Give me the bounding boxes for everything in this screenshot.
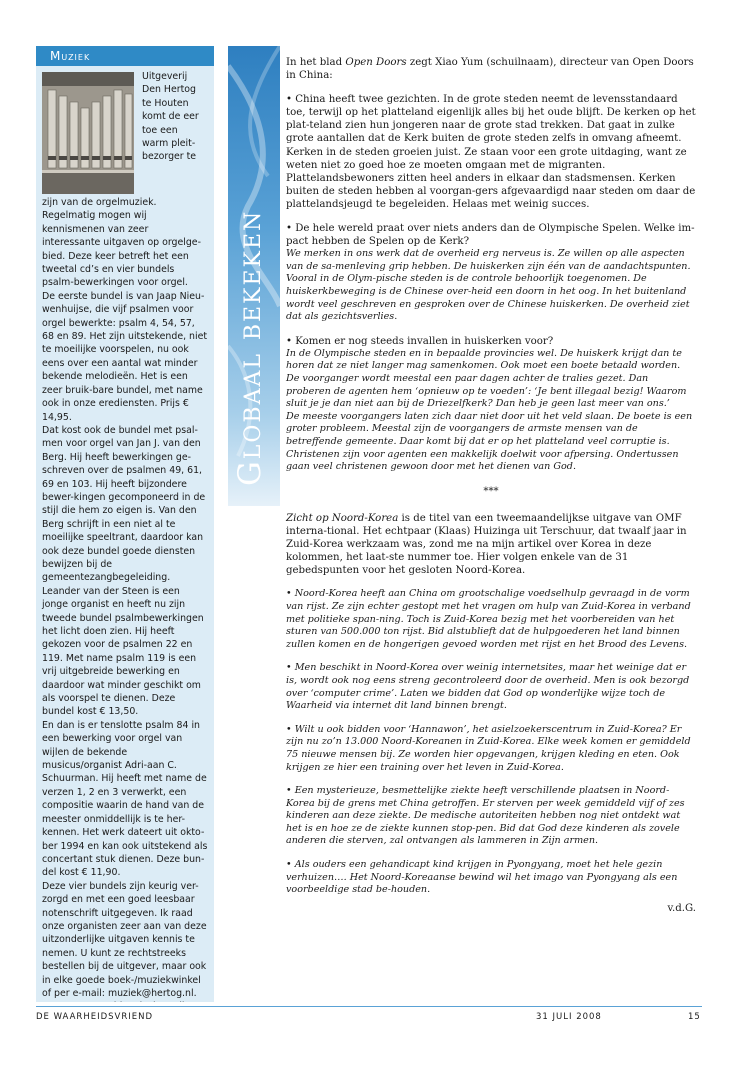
globaal-bekeken-section bbox=[228, 46, 702, 1002]
footer-page-number: 15 bbox=[688, 1012, 701, 1022]
north-korea-intro-text: is de titel van een tweemaandelijkse uitgave van OMF interna-tional. Het echtpaar (Klaas) Huizinga uit Terschuur, dat twaalf jaar in Zuid-Korea werkzaam was, zond me na mijn artikel over Korea in deze kolommen, het laat-ste nummer toe. Hier volgen enkele van de 31 gebedspunten voor het gesloten Noord-Korea. bbox=[286, 512, 687, 577]
prayer-point-1: • Noord-Korea heeft aan China om grootschalige voedselhulp gevraagd in de vorm van rijst. Ze zijn echter gestopt met het vragen om hulp van Zuid-Korea in verband met politieke span-ning. Toch is Zuid-Korea bezig met het voorbereiden van het sturen van 500.000 ton rijst. Bid alstublieft dat de hulpgoederen het land binnen zullen komen en de hongerigen gevoed worden met rijst en het Brood des Levens. bbox=[286, 588, 696, 651]
section-header-muziek: Muziek bbox=[36, 46, 214, 66]
paragraph-china-two-faces: • China heeft twee gezichten. In de grote steden neemt de levensstandaard toe, terwijl op het platteland eigenlijk alles bij het oude blijft. De kerken op het plat-teland zien hun jongeren naar de grote stad trekken. Dat gaat in zulke grote aantallen dat de Kerk buiten de grote steden zelfs in omvang afneemt. Kerken in de steden groeien juist. Ze staan voor een grote uitdaging, want ze weten niet zo goed hoe ze moeten omgaan met de migranten. Plattelandsbewoners zitten heel anders in elkaar dan stadsmensen. Kerken buiten de steden hebben al voorgan-gers afgevaardigd naar steden om daar de plattelandsjeugd te begeleiden. Helaas met weinig succes. bbox=[286, 93, 696, 211]
answer-raids-1: In de Olympische steden en in bepaalde provincies wel. De huiskerk krijgt dan te horen dat ze niet langer mag samenkomen. Ook moet een boete betaald worden. De voorganger wordt meestal een paar dagen achter de tralies gezet. Dan proberen de agenten hem ‘opnieuw op te voeden’: ‘Je bent illegaal bezig! Waarom sluit je je dan niet aan bij de Driezelfkerk? Dan heb je geen last meer van ons.’ bbox=[286, 347, 687, 410]
prayer-point-5: • Als ouders een gehandicapt kind krijgen in Pyongyang, moet het hele gezin verhuizen…. Het Noord-Koreaanse bewind wil het imago van Pyongyang als een voorbeeldige stad be-houden. bbox=[286, 859, 696, 897]
article-signature: v.d.G. bbox=[667, 902, 696, 914]
north-korea-title: Zicht op Noord-Korea bbox=[286, 512, 399, 524]
article-body bbox=[286, 56, 696, 926]
muziek-column bbox=[36, 46, 214, 1002]
section-separator: *** bbox=[483, 485, 499, 497]
prayer-point-4: • Een mysterieuze, besmettelijke ziekte heeft verschillende plaatsen in Noord-Korea bij de grens met China getroffen. Er sterven per week gemiddeld vijf of zes kinderen aan deze ziekte. De medische autoriteiten hebben nog niet ontdekt wat het is en hoe ze de ziekte kunnen stop-pen. Bid dat God deze kinderen als zovele anderen die sterven, zal ontvangen als lammeren in Zijn armen. bbox=[286, 785, 696, 848]
footer-divider bbox=[36, 1006, 702, 1007]
organ-pipes-photo bbox=[42, 72, 134, 194]
prayer-point-2: • Men beschikt in Noord-Korea over weinig internetsites, maar het weinige dat er is, wordt ook nog eens streng gecontroleerd door de overheid. Men is ook bezorgd over ‘computer crime’. Laten we bidden dat God op wonderlijke wijze toch de Waarheid via internet dit land binnen brengt. bbox=[286, 662, 696, 712]
intro-prefix: In het blad bbox=[286, 57, 346, 68]
footer-date: 31 JULI 2008 bbox=[536, 1012, 602, 1022]
intro-suffix: zegt Xiao Yum (schuilnaam), directeur van Open Doors in China: bbox=[286, 57, 694, 82]
question-raids: • Komen er nog steeds invallen in huiskerken voor? bbox=[286, 335, 696, 348]
organ-pipes-illustration bbox=[42, 72, 134, 194]
section-sidebar bbox=[228, 46, 280, 506]
north-korea-intro bbox=[286, 512, 696, 577]
intro-paragraph bbox=[286, 56, 696, 82]
footer-publication: DE WAARHEIDSVRIEND bbox=[36, 1012, 154, 1022]
prayer-point-3: • Wilt u ook bidden voor ‘Hannawon’, het asielzoekerscentrum in Zuid-Korea? Er zijn nu zo’n 13.000 Noord-Koreanen in Zuid-Korea. Elke week komen er gemiddeld 75 nieuwe mensen bij. Ze worden hier opgevangen, krijgen kleding en eten. Ook krijgen ze hier een training over het leven in Zuid-Korea. bbox=[286, 724, 696, 774]
vertical-section-title: Globaal bekeken bbox=[232, 209, 268, 486]
muziek-body-text: zijn van de orgelmuziek. Regelmatig mogen wij kennismenen van zeer interessante uitgaven op orgelge-bied. Deze keer betreft het een tweetal cd’s en vier bundels psalm-bewerkingen voor orgel. De eerste bundel is van Jaap Nieu-wenhuijse, die vijf psalmen voor orgel bewerkte: psalm 4, 54, 57, 68 en 89. Het zijn uitstekende, niet te moeilijke voorspelen, nu ook eens over een aantal wat minder bekende melodieën. Het is een zeer bruik-bare bundel, met name ook in onze erediensten. Prijs € 14,95. Dat kost ook de bundel met psal-men voor orgel van Jan J. van den Berg. Hij heeft bewerkingen ge-schreven over de psalmen 49, 61, 69 en 103. Hij heeft bijzondere bewer-kingen gecomponeerd in de stijl die hem zo eigen is. Van den Berg schrijft in een niet al te moeilijke speeltrant, daardoor kan ook deze bundel goede diensten bewijzen bij de gemeentezangbegeleiding. Leander van der Steen is een jonge organist en heeft nu zijn tweede bundel psalmbewerkingen het licht doen zien. Hij heeft gekozen voor de psalmen 22 en 119. Met name psalm 119 is een vrij uitgebreide bewerking en daardoor wat minder geschikt om als voorspel te dienen. Deze bundel kost € 13,50. En dan is er tenslotte psalm 84 in een bewerking voor orgel van wijlen de bekende musicus/organist Adri-aan C. Schuurman. Hij heeft met name de verzen 1, 2 en 3 verwerkt, een compositie waarin de hand van de meester onmiddellijk is te her-kennen. Het werk dateert uit okto-ber 1994 en kan ook uitstekend als concertant stuk dienen. Deze bun-del kost € 11,90. Deze vier bundels zijn keurig ver-zorgd en met een goed leesbaar notenschrift uitgegeven. Ik raad onze organisten zeer aan van deze uitzonderlijke uitgaven kennis te nemen. U kunt ze rechtstreeks bestellen bij de uitgever, maar ook in elke goede boek-/muziekwinkel of per e-mail: muziek@hertog.nl. bbox=[42, 197, 208, 999]
answer-raids-2: De meeste voorgangers laten zich daar niet door uit het veld slaan. De boete is een groter probleem. Meestal zijn de voorgangers de armste mensen van de betreffende gemeente. Daar komt bij dat er op het platteland veel corruptie is. Christenen zijn voor agenten een makkelijk doelwit voor afpersing. Ondertussen gaan veel christenen gewoon door met het dienen van God. bbox=[286, 410, 693, 473]
muziek-intro-text: Uitgeverij Den Hertog te Houten komt de eer toe een warm pleit- bezorger te bbox=[142, 71, 199, 163]
answer-olympics: We merken in ons werk dat de overheid erg nerveus is. Ze willen op alle aspecten van de sa-menleving grip hebben. De huiskerken zijn één van de aandachtspunten. Vooral in de Olym-pische steden is de controle behoorlijk toegenomen. De huiskerkbeweging is de Chinese over-heid een doorn in het oog. In het buitenland wordt veel geschreven en gesproken over de Chinese huiskerken. De overheid ziet dat als gezichtsverlies. bbox=[286, 248, 691, 323]
question-olympics: • De hele wereld praat over niets anders dan de Olympische Spelen. Welke im-pact hebben de Spelen op de Kerk? bbox=[286, 222, 696, 248]
intro-source: Open Doors bbox=[345, 57, 407, 68]
muziek-body bbox=[36, 66, 214, 1002]
